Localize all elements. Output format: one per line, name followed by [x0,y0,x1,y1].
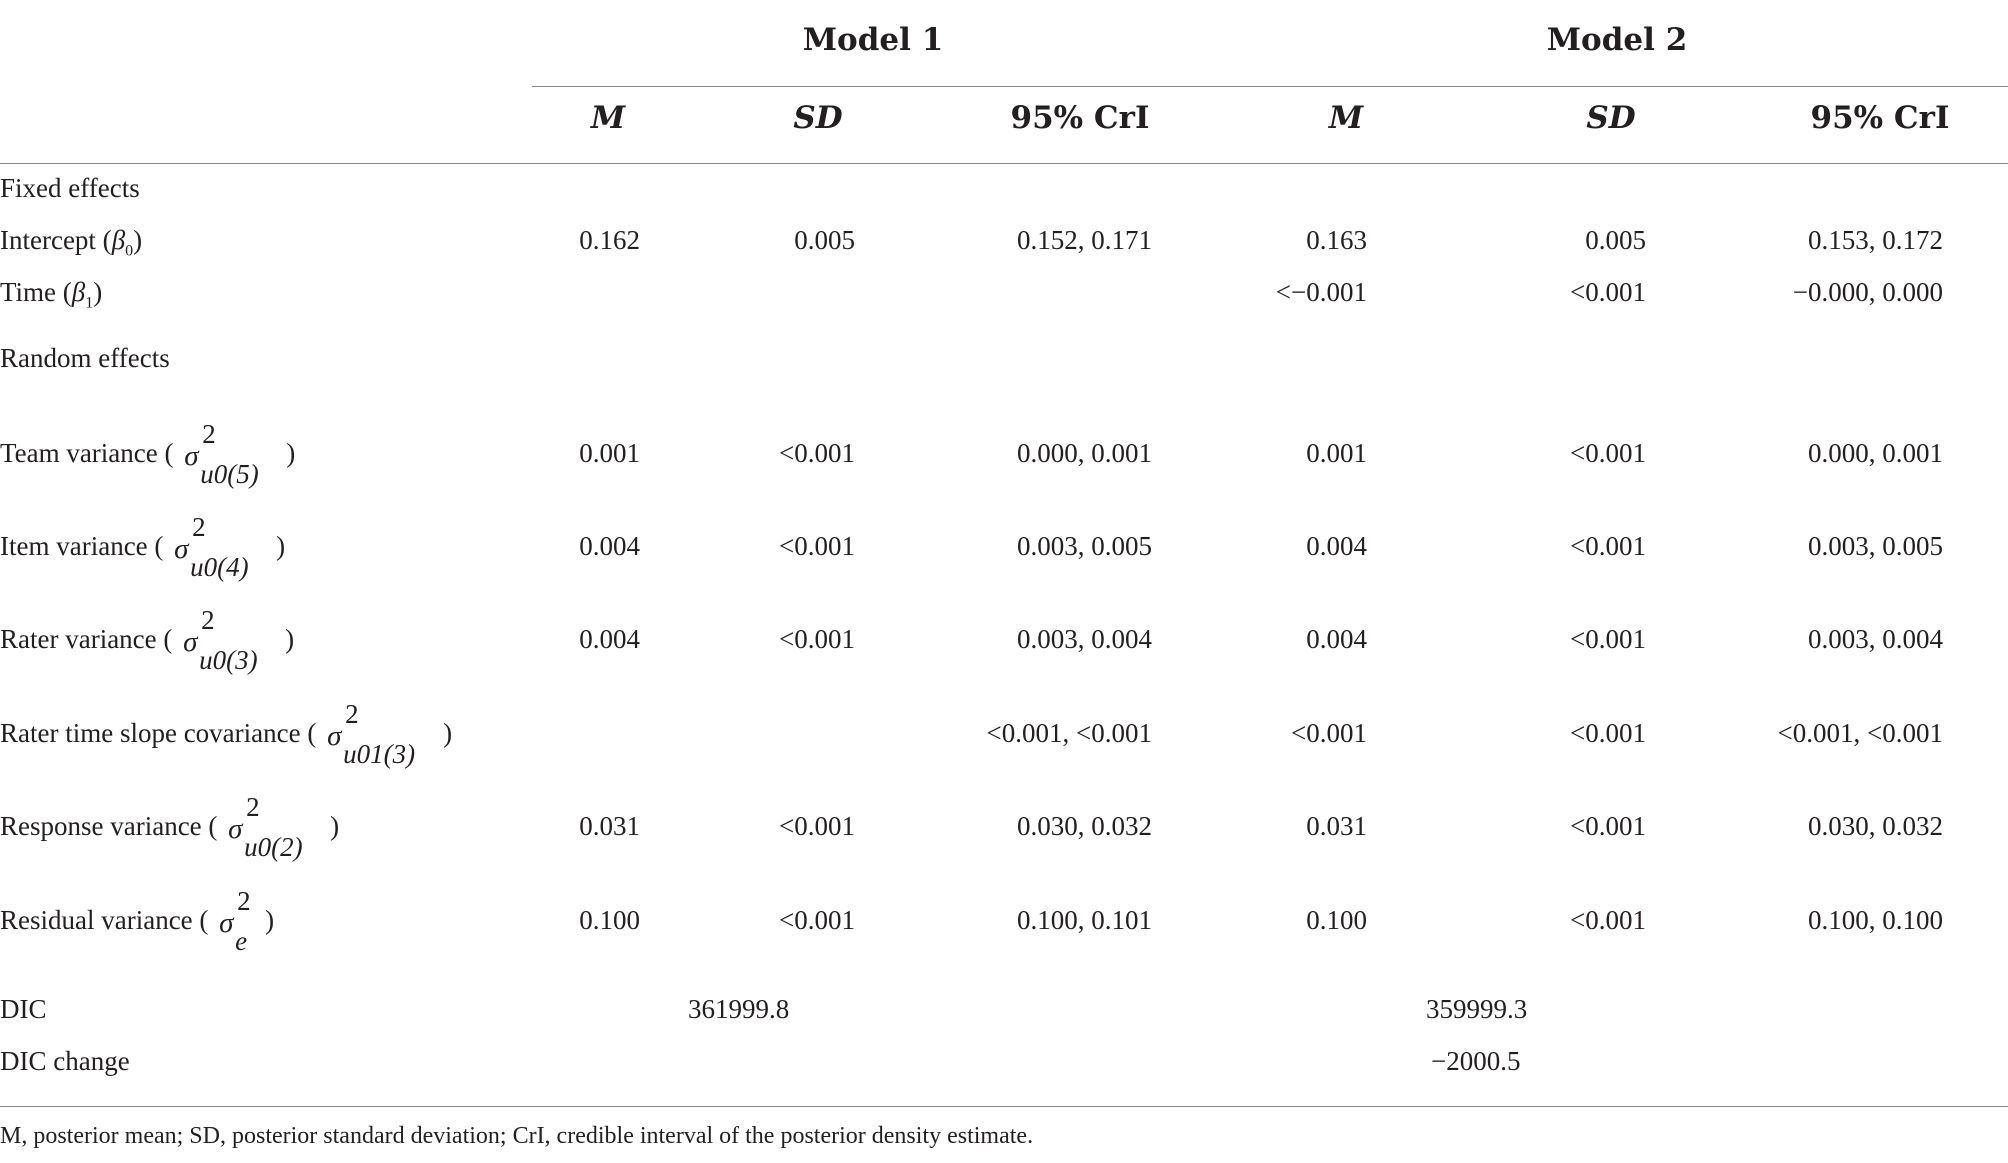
row-label-text: Time ( [0,277,72,307]
cell-m2-cri: 0.003, 0.005 [1808,531,1943,561]
cell-m1-mean: 0.100 [579,905,640,935]
group-header-rule [532,86,2008,87]
row-label-text: Rater time slope covariance ( [0,718,317,748]
cell-m1-mean: 0.004 [579,624,640,654]
cell-m1-sd: <0.001 [779,905,855,935]
section-fixed-effects: Fixed effects [0,173,140,203]
row-label-slope [0,698,453,769]
cell-m1-cri: <0.001, <0.001 [986,718,1152,748]
cell-m1-cri: 0.152, 0.171 [1017,225,1152,255]
cell-m1-sd: 0.005 [794,225,855,255]
bottom-rule [0,1106,2008,1107]
symbol-subscript: e [235,925,248,956]
symbol-superscript: 2 [202,418,216,449]
cell-m1-mean: 0.162 [579,225,640,255]
dic-change-model-2: −2000.5 [1431,1046,1521,1076]
dic-change-label: DIC change [0,1046,130,1076]
cell-m2-cri: <0.001, <0.001 [1777,718,1943,748]
cell-m2-mean: 0.001 [1306,438,1367,468]
header-model-2: Model 2 [1546,22,1688,58]
cell-m2-mean: 0.004 [1306,531,1367,561]
row-label-response [0,791,340,862]
cell-m2-mean: 0.163 [1306,225,1367,255]
symbol-base: σ [183,625,198,658]
symbol-superscript: 2 [345,698,359,729]
symbol-superscript: 2 [201,604,215,635]
cell-m1-cri: 0.030, 0.032 [1017,811,1152,841]
cell-m1-cri: 0.100, 0.101 [1017,905,1152,935]
symbol-base: σ [174,532,189,565]
row-label-close: ) [443,718,453,748]
col-header-m1-cri: 95% CrI [1010,100,1150,136]
row-label-text: Rater variance ( [0,624,173,654]
symbol-base: σ [327,719,342,752]
variance-symbol [179,604,281,675]
row-label-text: Response variance ( [0,811,218,841]
cell-m1-sd: <0.001 [779,624,855,654]
cell-m2-cri: 0.003, 0.004 [1808,624,1943,654]
row-label-text: Residual variance ( [0,905,209,935]
cell-m2-sd: <0.001 [1570,718,1646,748]
row-label-team [0,418,296,489]
col-header-m2-cri: 95% CrI [1810,100,1950,136]
cell-m1-mean: 0.031 [579,811,640,841]
cell-m1-sd: <0.001 [779,531,855,561]
row-label-text: Intercept ( [0,225,112,255]
symbol-base: σ [228,812,243,845]
dic-label: DIC [0,994,47,1024]
cell-m1-cri: 0.003, 0.005 [1017,531,1152,561]
symbol-superscript: 2 [246,791,260,822]
symbol-superscript: 2 [237,885,251,916]
cell-m1-sd: <0.001 [779,811,855,841]
cell-m2-sd: <0.001 [1570,624,1646,654]
cell-m2-sd: <0.001 [1570,531,1646,561]
cell-m2-mean: <0.001 [1291,718,1367,748]
row-label-residual [0,885,275,956]
row-label-close: ) [285,624,295,654]
cell-m1-cri: 0.003, 0.004 [1017,624,1152,654]
row-label-close: ) [276,531,286,561]
symbol-subscript: u0(3) [199,644,258,675]
variance-symbol [215,885,261,956]
cell-m2-mean: 0.004 [1306,624,1367,654]
variance-symbol [180,418,282,489]
column-header-rule [0,163,2008,164]
cell-m1-cri: 0.000, 0.001 [1017,438,1152,468]
dic-model-1: 361999.8 [688,994,790,1024]
col-header-m1-sd: SD [793,100,843,136]
cell-m2-sd: <0.001 [1570,438,1646,468]
row-label-intercept [0,224,142,267]
cell-m2-sd: <0.001 [1570,905,1646,935]
dic-model-2: 359999.3 [1426,994,1528,1024]
cell-m2-cri: 0.030, 0.032 [1808,811,1943,841]
cell-m2-cri: −0.000, 0.000 [1792,277,1943,307]
col-header-m2-sd: SD [1586,100,1636,136]
row-label-close: ) [286,438,296,468]
variance-symbol [323,698,439,769]
cell-m2-mean: <−0.001 [1275,277,1367,307]
symbol-base: β [71,277,86,307]
symbol-subscript: u01(3) [343,738,416,769]
row-label-text: Team variance ( [0,438,174,468]
row-label-rater [0,604,295,675]
cell-m1-sd: <0.001 [779,438,855,468]
variance-symbol [224,791,326,862]
cell-m2-cri: 0.000, 0.001 [1808,438,1943,468]
symbol-base: β [111,225,126,255]
row-label-text: Item variance ( [0,531,164,561]
cell-m2-mean: 0.031 [1306,811,1367,841]
row-label-time [0,276,102,319]
row-label-close: ) [133,225,143,255]
symbol-subscript: 0 [125,242,134,260]
cell-m2-sd: <0.001 [1570,277,1646,307]
cell-m2-cri: 0.100, 0.100 [1808,905,1943,935]
table-footnote: M, posterior mean; SD, posterior standard deviation; CrI, credible interval of the posterior density estimate. [0,1123,1034,1149]
cell-m1-mean: 0.001 [579,438,640,468]
row-label-close: ) [265,905,275,935]
col-header-m1-mean: M [590,100,626,136]
col-header-m2-mean: M [1328,100,1364,136]
cell-m2-mean: 0.100 [1306,905,1367,935]
row-label-item [0,511,286,582]
symbol-subscript: u0(5) [200,458,259,489]
variance-symbol [170,511,272,582]
row-label-close: ) [330,811,340,841]
symbol-superscript: 2 [192,511,206,542]
coefficient-symbol [71,277,94,312]
cell-m2-cri: 0.153, 0.172 [1808,225,1943,255]
symbol-subscript: u0(2) [244,831,303,862]
symbol-base: σ [219,906,234,939]
row-label-close: ) [93,277,103,307]
symbol-subscript: 1 [85,294,94,312]
symbol-subscript: u0(4) [190,551,249,582]
coefficient-symbol [111,225,134,260]
symbol-base: σ [184,439,199,472]
header-model-1: Model 1 [802,22,944,58]
cell-m2-sd: <0.001 [1570,811,1646,841]
cell-m2-sd: 0.005 [1585,225,1646,255]
cell-m1-mean: 0.004 [579,531,640,561]
section-random-effects: Random effects [0,343,170,373]
